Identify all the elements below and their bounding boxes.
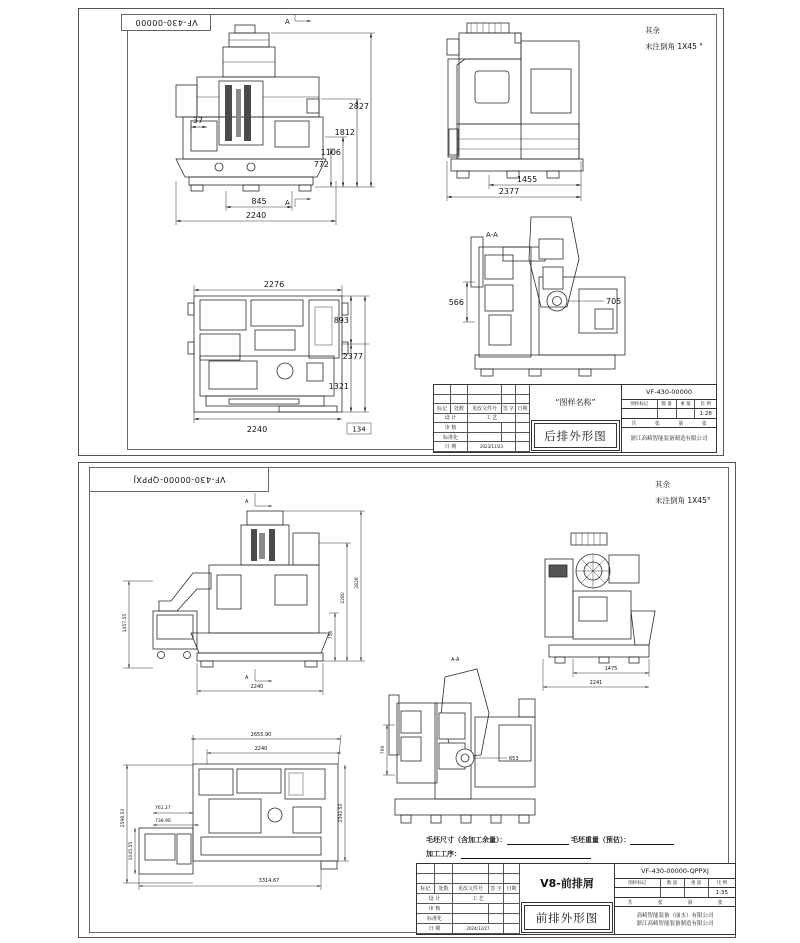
- row2-standard: 标准化: [417, 914, 453, 924]
- row-date-value: 2023/11/23: [468, 442, 516, 452]
- sheets-sheet-label: 张: [654, 420, 660, 427]
- sheet-1-note-other: 其余: [645, 26, 660, 35]
- row-date: 日 期: [434, 442, 468, 452]
- dim-2655: 2655.90: [250, 732, 272, 738]
- dim-2240-plan: 2240: [246, 425, 268, 434]
- dim-705: 705: [606, 297, 622, 306]
- dim-2377-plan: 2377: [342, 352, 363, 361]
- rev-h-sign: 签 字: [502, 405, 515, 412]
- row2-check: 审 核: [417, 904, 453, 914]
- dim-1475: 1475: [604, 666, 618, 672]
- rev2-h-date: 日期: [504, 884, 520, 894]
- dim-2276: 2276: [263, 280, 285, 289]
- dim-756: 756: [329, 630, 334, 640]
- dim-2240-front: 2240: [245, 211, 267, 220]
- front-view: [176, 14, 375, 225]
- sheet-1-revision-table: [434, 385, 530, 452]
- sheet-2-name-section: [520, 864, 615, 934]
- rev-h-doc: 更改文件号: [468, 404, 502, 414]
- sheet-1-number-section: [622, 385, 716, 452]
- section-aa-view: [449, 217, 625, 376]
- row-check: 审 核: [434, 423, 468, 433]
- sheet-2-note-chamfer: 未注倒角 1X45°: [655, 496, 711, 505]
- row2-date-value: 2024/12/27: [453, 924, 504, 934]
- dim-2592: 2592.53: [339, 803, 344, 823]
- sheet-1: [78, 8, 724, 456]
- side-view-2: [543, 533, 655, 691]
- scale-value-2: 1:35: [715, 889, 728, 896]
- dim-37: 37: [192, 116, 204, 125]
- col2-mark: 图样标记: [615, 879, 661, 887]
- dim-1812: 1812: [334, 128, 355, 137]
- drawing-name-hint: “图样名称”: [555, 398, 596, 407]
- section-aa-view-2: [380, 657, 535, 823]
- company-name-line2: 浙江高崎智能装备制造有限公司: [636, 920, 714, 927]
- dim-893: 893: [333, 316, 349, 325]
- company-name: 浙江高崎智能装备制造有限公司: [630, 436, 708, 443]
- section-mark-a-bottom: A: [285, 199, 290, 207]
- sheets2-sheet-label: 张: [657, 899, 663, 906]
- sheet-2-note-other: 其余: [655, 480, 670, 489]
- section-mark-a-top: A: [285, 18, 290, 26]
- sheets-no-label: 第: [678, 420, 684, 427]
- sheet-2: [78, 462, 736, 938]
- dim-761: 761.27: [155, 806, 171, 811]
- sheet-1-title-block: [433, 384, 717, 453]
- dim-1457: 1457.55: [123, 613, 128, 633]
- sheets-sheet-label2: 张: [701, 420, 707, 427]
- dim-738: 738.90: [155, 819, 171, 824]
- company-name-line1: 高崎智能装备（丽水）有限公司: [636, 913, 714, 920]
- sheet-1-note-chamfer: 未注倒角 1X45 °: [645, 42, 703, 51]
- rev2-h-doc: 更改文件号: [453, 884, 489, 894]
- section-aa-label: A-A: [486, 231, 498, 239]
- sheet-2-number-section: [615, 864, 735, 934]
- process-note: 加工工序：: [426, 849, 591, 859]
- drawing-number: VF-430-00000: [622, 385, 716, 400]
- rev2-h-mark: 标记: [417, 884, 435, 894]
- sheet-1-name-section: [530, 385, 622, 452]
- plan-view-2: [120, 732, 349, 890]
- sheet-2-tag-text: VF-430-00000-QPPXJ: [132, 475, 226, 484]
- rev-h-date: 日期: [516, 404, 530, 414]
- col-mark: 图样标记: [622, 400, 658, 408]
- dim-1455: 1455: [516, 175, 538, 184]
- rev-h-count: 处数: [451, 404, 468, 414]
- dim-1045: 1045.55: [129, 841, 134, 861]
- section-mark-a-top-2: A: [245, 499, 249, 505]
- dim-2827: 2827: [348, 102, 369, 111]
- blank-size-note: 毛坯尺寸（含加工余量）： 毛坯重量（预估）：: [426, 835, 674, 845]
- rev2-h-count: 处数: [435, 884, 453, 894]
- sheet-2-title-block: [416, 863, 736, 935]
- dim-3314: 3314.67: [258, 878, 280, 884]
- drawing-title-2: 前排外形图: [524, 905, 610, 930]
- section-aa-label-2: A-A: [451, 657, 460, 663]
- row2-craft: 工 艺: [453, 894, 504, 904]
- row-craft: 工 艺: [468, 414, 516, 424]
- front-view-2: [122, 493, 365, 695]
- row-standard: 标准化: [434, 433, 468, 443]
- dim-1321: 1321: [328, 382, 349, 391]
- col2-weight: 重 量: [685, 879, 709, 887]
- col-qty: 数 量: [658, 400, 677, 408]
- drawing-number-2: VF-430-00000-QPPXJ: [615, 864, 735, 879]
- col-scale: 比 例: [700, 402, 711, 407]
- dim-566: 566: [448, 298, 464, 307]
- dim-2240-plan-2: 2240: [254, 746, 268, 752]
- row2-design: 设 计: [417, 894, 453, 904]
- sheets2-sheet-label2: 张: [717, 899, 723, 906]
- col-weight: 重 量: [677, 400, 696, 408]
- col2-qty: 数 量: [661, 879, 685, 887]
- dim-709: 709: [381, 745, 386, 755]
- dim-2241: 2241: [589, 680, 603, 686]
- sheets-total-label: 共: [631, 420, 637, 427]
- col2-scale: 比 例: [716, 881, 727, 886]
- plan-view: [188, 280, 371, 434]
- sheet-2-revision-table: [417, 864, 520, 934]
- dim-772: 772: [313, 160, 329, 169]
- dim-2598: 2598.53: [121, 808, 126, 828]
- sheets2-total-label: 共: [627, 899, 633, 906]
- side-view: [447, 23, 583, 201]
- dim-653: 653: [509, 756, 519, 762]
- drawing-title: 后排外形图: [534, 423, 617, 448]
- row2-date: 日 期: [417, 924, 453, 934]
- dim-2240-front-2: 2240: [250, 684, 264, 690]
- rev-h-mark: 标记: [434, 404, 451, 414]
- dim-2280: 2280: [341, 592, 346, 604]
- scale-value: 1:28: [699, 410, 712, 417]
- sheet-1-tag-text: VF-430-00000: [134, 18, 198, 27]
- dim-2377-side: 2377: [498, 187, 520, 196]
- row-design: 设 计: [434, 414, 468, 424]
- model-name: V8-前排屑: [540, 877, 594, 890]
- section-mark-a-bottom-2: A: [245, 675, 249, 681]
- rev2-h-sign: 签 字: [489, 884, 504, 894]
- dim-1106: 1106: [320, 148, 341, 157]
- dim-845: 845: [251, 197, 267, 206]
- dim-134: 134: [352, 425, 366, 434]
- dim-2828: 2828: [355, 577, 360, 589]
- sheets2-no-label: 第: [687, 899, 693, 906]
